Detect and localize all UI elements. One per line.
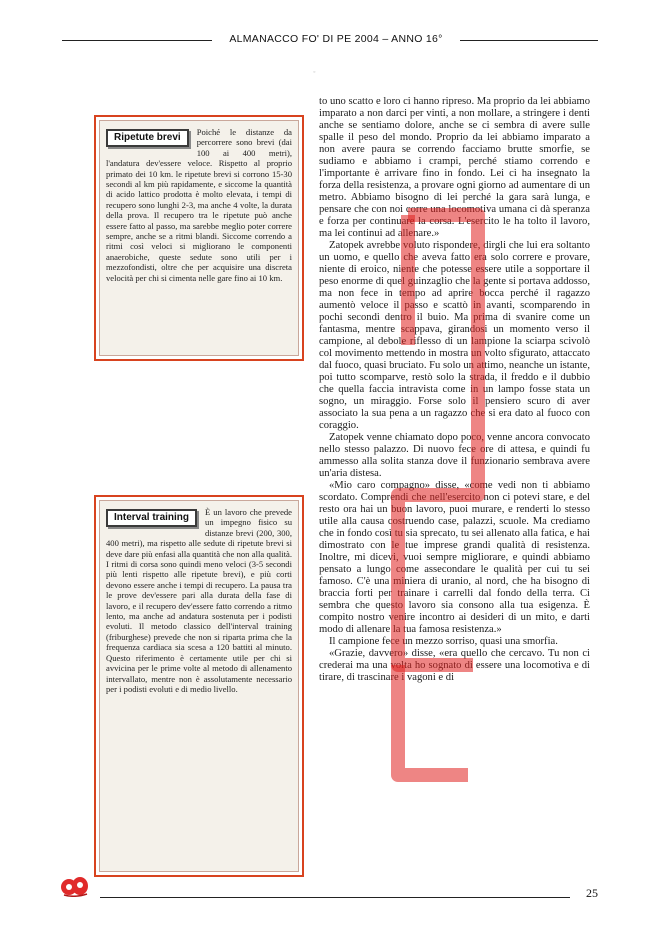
header-title: ALMANACCO FO' DI PE 2004 – ANNO 16° [229, 33, 443, 45]
page-header [62, 33, 598, 49]
box-text-ripetute-brevi: Poiché le distanze da percorrere sono brevi (dai 100 ai 400 metri), l'andatura dev'essere veloce. Rispetto al proprio primato dei 10 km. le ripetute brevi si corrono 15-30 secondi al km più rapidamente, e siccome la quantità di acido lattico prodotta è molto elevata, i tempi di recupero sono lunghi 2-3, ma anche 4 volte, la durata della prova. Il recupero tra le ripetute può anche essere fatto al passo, ma sarebbe meglio poter correre sempre, anche se a ritmi blandi. Siccome correndo a ritmi così veloci si migliorano le componenti anaerobiche, queste sedute sono utili per i mezzofondisti, oltre che per acquisire una discreta velocità per chi si cimenta nelle gare fino ai 10 km. [106, 127, 292, 283]
article-paragraph-4: «Mio caro compagno» disse, «come vedi non ti abbiamo scordato. Comprendi che nell'esercito non ci potevi stare, e del resto ora hai un buon lavoro, puoi murare, e renderti lo stesso utile alla causa costruendo case, palazzi, scuole. Ma crediamo che in fondo così tu sia sprecato, tu sei allenato alla fatica, e hai dimostrato con le tue imprese grandi qualità di resistenza. Inoltre, mi dicevi, vuoi sempre migliorare, e quindi abbiamo pensato a lungo come assecondare le qualità per cui tu sei famoso. C'è una miniera di uranio, al nord, che ha bisogno di braccia forti per trainare i carrelli dal fondo della terra. Ci sembra che questo lavoro sia consono alla tua esigenza. È compito nostro venire incontro ai desideri di un mito, e darti modo di allenare la tua famosa resistenza.» [319, 480, 590, 635]
box-content [106, 127, 292, 351]
article-paragraph-2: Zatopek avrebbe voluto rispondere, dirgli che lui era soltanto un uomo, e quello che aveva fatto era solo correre e provare, niente di eroico, niente che potesse essere utile a sopportare il peso enorme di quel guinzaglio che la gente si portava addosso, ma non fece in tempo ad aprire bocca perché il ragazzo aumentò veloce il passo e scattò in avanti, scomparendo in pochi secondi dentro il buio. Ma prima di svanire come un fantasma, mentre scappava, girandosi un momento verso il campione, al debole riflesso di un lampione la sciarpa scivolò col movimento mettendo in mostra un volto sfigurato, attaccato dal fuoco, quasi bruciato. Fu solo un attimo, neanche un istante, poi tutto scomparve, restò solo la strada, il freddo e il dubbio che quella faccia intravista come in un lampo fosse stata un sogno, un miraggio. Forse solo il pensiero scuro di aver associato la sua pena a un ragazzo che si era dato al fuoco con coraggio. [319, 240, 590, 431]
header-rule-right [460, 40, 598, 41]
article-paragraph-6: «Grazie, davvero» disse, «era quello che cercavo. Tu non ci crederai ma una volta ho sognato di essere una locomotiva e di tirare, di trascinare i vagoni e di [319, 648, 590, 683]
article-paragraph-5: Il campione fece un mezzo sorriso, quasi una smorfia. [329, 636, 558, 647]
box-content [106, 507, 292, 867]
footer-rule [100, 897, 570, 898]
header-rule-left [62, 40, 212, 41]
publisher-logo [60, 875, 90, 897]
article-paragraph-3: Zatopek venne chiamato dopo poco, venne ancora convocato nello stesso palazzo. Di nuovo fece ore di attesa, e quindi fu ammesso alla solita stanza dove il funzionario sembrava avere un'aria distesa. [319, 432, 590, 479]
box-tag-interval-training: Interval training [106, 509, 197, 527]
article-column [319, 96, 590, 838]
box-tag-ripetute-brevi: Ripetute brevi [106, 129, 189, 147]
sidebar-box-interval-training [94, 495, 304, 877]
page-number: 25 [586, 886, 598, 900]
scan-speck: ◦ [313, 68, 316, 76]
box-text-interval-training: È un lavoro che prevede un impegno fisico su distanze brevi (200, 300, 400 metri), ma rispetto alle sedute di ripetute brevi si deve dare più enfasi alla quantità che non alla qualità. I ritmi di corsa sono quindi meno veloci (3-5 secondi più lenti rispetto alle ripetute brevi), e più corti devono essere anche i tempi di recupero. La pausa tra le prove dev'essere pari alla durata della fase di lavoro, e il recupero dev'essere fatto correndo a ritmo lento, ma anche ad andatura sostenuta per i podisti evoluti. Il metodo classico dell'interval training (friburghese) prevede che non si riparta prima che la frequenza cardiaca sia scesa a 120 battiti al minuto. Questo riferimento è certamente utile per chi si avvicina per le prime volte al metodo di allenamento intervallato, mentre non è assolutamente necessario per i podisti evoluti e di medio livello. [106, 507, 292, 694]
article-paragraph-1: to uno scatto e loro ci hanno ripreso. Ma proprio da lei abbiamo imparato a non darci per vinti, a non mollare, a stringere i denti anche se sentiamo dolore, anche se ci sembra di avere sulle spalle il peso del mondo. Proprio da lei abbiamo imparato a non avere paura se correndo facciamo brutte smorfie, se sudiamo e abbiamo i crampi, perché stiamo correndo e l'importante è arrivare fino in fondo. Lei ci ha insegnato la forza della resistenza, a provare ogni giorno ad aumentare di un metro. Abbiamo bisogno di lei perché la gara sarà lunga, e pensare che con noi corre una locomotiva umana ci dà speranza e forza per continuare la corsa. L'esercito le ha tolto il lavoro, ma lei continui ad allenare.» [319, 96, 590, 239]
sidebar-box-ripetute-brevi [94, 115, 304, 361]
